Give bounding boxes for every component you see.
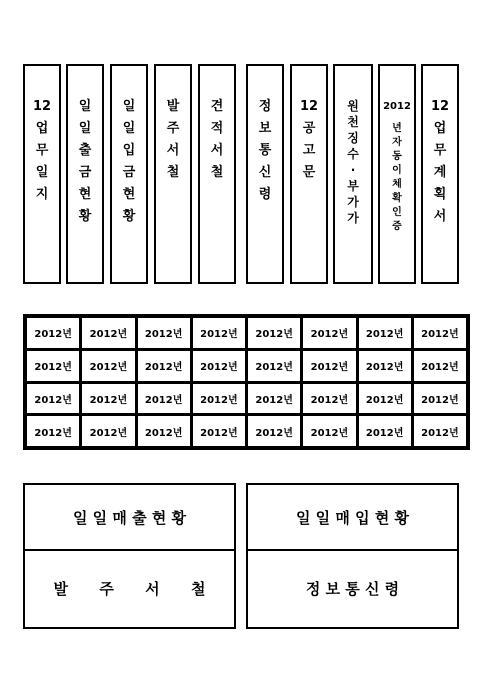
spine-char: 현	[78, 187, 92, 202]
year-label-cell: 2012년	[192, 383, 246, 415]
year-label-cell: 2012년	[192, 350, 246, 382]
spine-char: 무	[35, 143, 49, 158]
spine-char: 보	[258, 121, 272, 136]
spine-char: 황	[78, 209, 92, 224]
year-label-cell: 2012년	[358, 350, 412, 382]
year-label-cell: 2012년	[137, 415, 191, 447]
spine-char: 동	[392, 151, 402, 162]
spine-char: 이	[392, 165, 402, 176]
spine-text	[25, 96, 59, 206]
year-label-cell: 2012년	[247, 350, 301, 382]
front-label-bottom: 정 보 통 신 령	[305, 579, 400, 598]
year-label-cell: 2012년	[81, 317, 135, 349]
year-label-cell: 2012년	[81, 383, 135, 415]
spine-text	[380, 100, 414, 234]
year-label-cell: 2012년	[137, 383, 191, 415]
spine-label-5	[198, 64, 236, 284]
year-label-cell: 2012년	[302, 350, 356, 382]
spine-label-4	[154, 64, 192, 284]
spine-char: 증	[392, 221, 402, 232]
spine-text	[112, 96, 146, 228]
front-label-1	[23, 483, 236, 629]
spine-char: 지	[35, 187, 49, 202]
spine-char: 공	[302, 121, 316, 136]
spine-label-8	[333, 64, 373, 284]
spine-char: 금	[122, 165, 136, 180]
year-label-cell: 2012년	[137, 317, 191, 349]
spine-char: 수	[347, 147, 359, 161]
spine-text	[156, 96, 190, 184]
year-label-cell: 2012년	[413, 383, 467, 415]
spine-char: 견	[210, 99, 224, 114]
spine-char: 12	[32, 99, 52, 114]
spine-label-9	[378, 64, 416, 284]
spine-char: 일	[78, 99, 92, 114]
spine-text	[68, 96, 102, 228]
spine-char: 령	[258, 187, 272, 202]
year-label-cell: 2012년	[137, 350, 191, 382]
spine-char: 계	[433, 165, 447, 180]
spine-char: 금	[78, 165, 92, 180]
year-label-cell: 2012년	[247, 415, 301, 447]
spine-char: 현	[122, 187, 136, 202]
year-label-cell: 2012년	[302, 383, 356, 415]
spine-label-3	[110, 64, 148, 284]
spine-char: 서	[210, 143, 224, 158]
year-label-cell: 2012년	[26, 350, 80, 382]
year-label-cell: 2012년	[247, 317, 301, 349]
spine-char: 신	[258, 165, 272, 180]
year-label-cell: 2012년	[26, 415, 80, 447]
spine-char: 년	[392, 123, 402, 134]
spine-label-6	[246, 64, 284, 284]
spine-char: 징	[347, 131, 359, 145]
year-label-cell: 2012년	[413, 350, 467, 382]
spine-char: 인	[392, 207, 402, 218]
year-label-cell: 2012년	[26, 317, 80, 349]
spine-char: 확	[392, 193, 402, 204]
spine-char: 입	[122, 143, 136, 158]
year-label-cell: 2012년	[358, 317, 412, 349]
spine-char: 적	[210, 121, 224, 136]
spine-char: 주	[166, 121, 180, 136]
spine-char: 12	[299, 99, 319, 114]
year-label-cell: 2012년	[413, 415, 467, 447]
spine-char: 철	[166, 165, 180, 180]
spine-char: 무	[433, 143, 447, 158]
year-label-cell: 2012년	[247, 383, 301, 415]
year-label-cell: 2012년	[302, 415, 356, 447]
spine-char: 일	[35, 165, 49, 180]
spine-text	[292, 96, 326, 184]
spine-label-7	[290, 64, 328, 284]
year-label-cell: 2012년	[413, 317, 467, 349]
spine-char: 체	[392, 179, 402, 190]
spine-char: ·	[350, 163, 356, 177]
spine-text	[248, 96, 282, 206]
year-label-cell: 2012년	[81, 350, 135, 382]
spine-char: 부	[347, 179, 359, 193]
spine-label-1	[23, 64, 61, 284]
spine-char: 가	[347, 195, 359, 209]
year-label-cell: 2012년	[81, 415, 135, 447]
spine-char: 2012	[383, 101, 411, 112]
year-label-cell: 2012년	[26, 383, 80, 415]
spine-char: 업	[35, 121, 49, 136]
spine-char: 일	[122, 121, 136, 136]
spine-char: 일	[122, 99, 136, 114]
spine-char: 천	[347, 115, 359, 129]
spine-char: 고	[302, 143, 316, 158]
front-label-top: 일 일 매 입 현 황	[248, 485, 457, 551]
spine-text	[200, 96, 234, 184]
spine-label-2	[66, 64, 104, 284]
front-label-2	[246, 483, 459, 629]
spine-char: 정	[258, 99, 272, 114]
spine-char: 서	[166, 143, 180, 158]
spine-char: 획	[433, 187, 447, 202]
year-label-cell: 2012년	[358, 415, 412, 447]
year-label-cell: 2012년	[192, 415, 246, 447]
spine-char: 가	[347, 211, 359, 225]
year-label-cell: 2012년	[358, 383, 412, 415]
spine-char: 출	[78, 143, 92, 158]
year-label-cell: 2012년	[192, 317, 246, 349]
spine-char: 발	[166, 99, 180, 114]
year-label-grid	[23, 314, 470, 450]
spine-label-10	[421, 64, 459, 284]
spine-char: 서	[433, 209, 447, 224]
spine-char: 일	[78, 121, 92, 136]
front-label-bottom: 발 주 서 철	[53, 579, 206, 598]
spine-char: 황	[122, 209, 136, 224]
year-label-cell: 2012년	[302, 317, 356, 349]
front-label-top: 일 일 매 출 현 황	[25, 485, 234, 551]
spine-char: 자	[392, 137, 402, 148]
spine-text	[335, 98, 371, 226]
spine-char: 문	[302, 165, 316, 180]
spine-char: 업	[433, 121, 447, 136]
spine-text	[423, 96, 457, 228]
spine-char: 원	[347, 99, 359, 113]
spine-char: 통	[258, 143, 272, 158]
spine-char: 철	[210, 165, 224, 180]
spine-char: 12	[430, 99, 450, 114]
